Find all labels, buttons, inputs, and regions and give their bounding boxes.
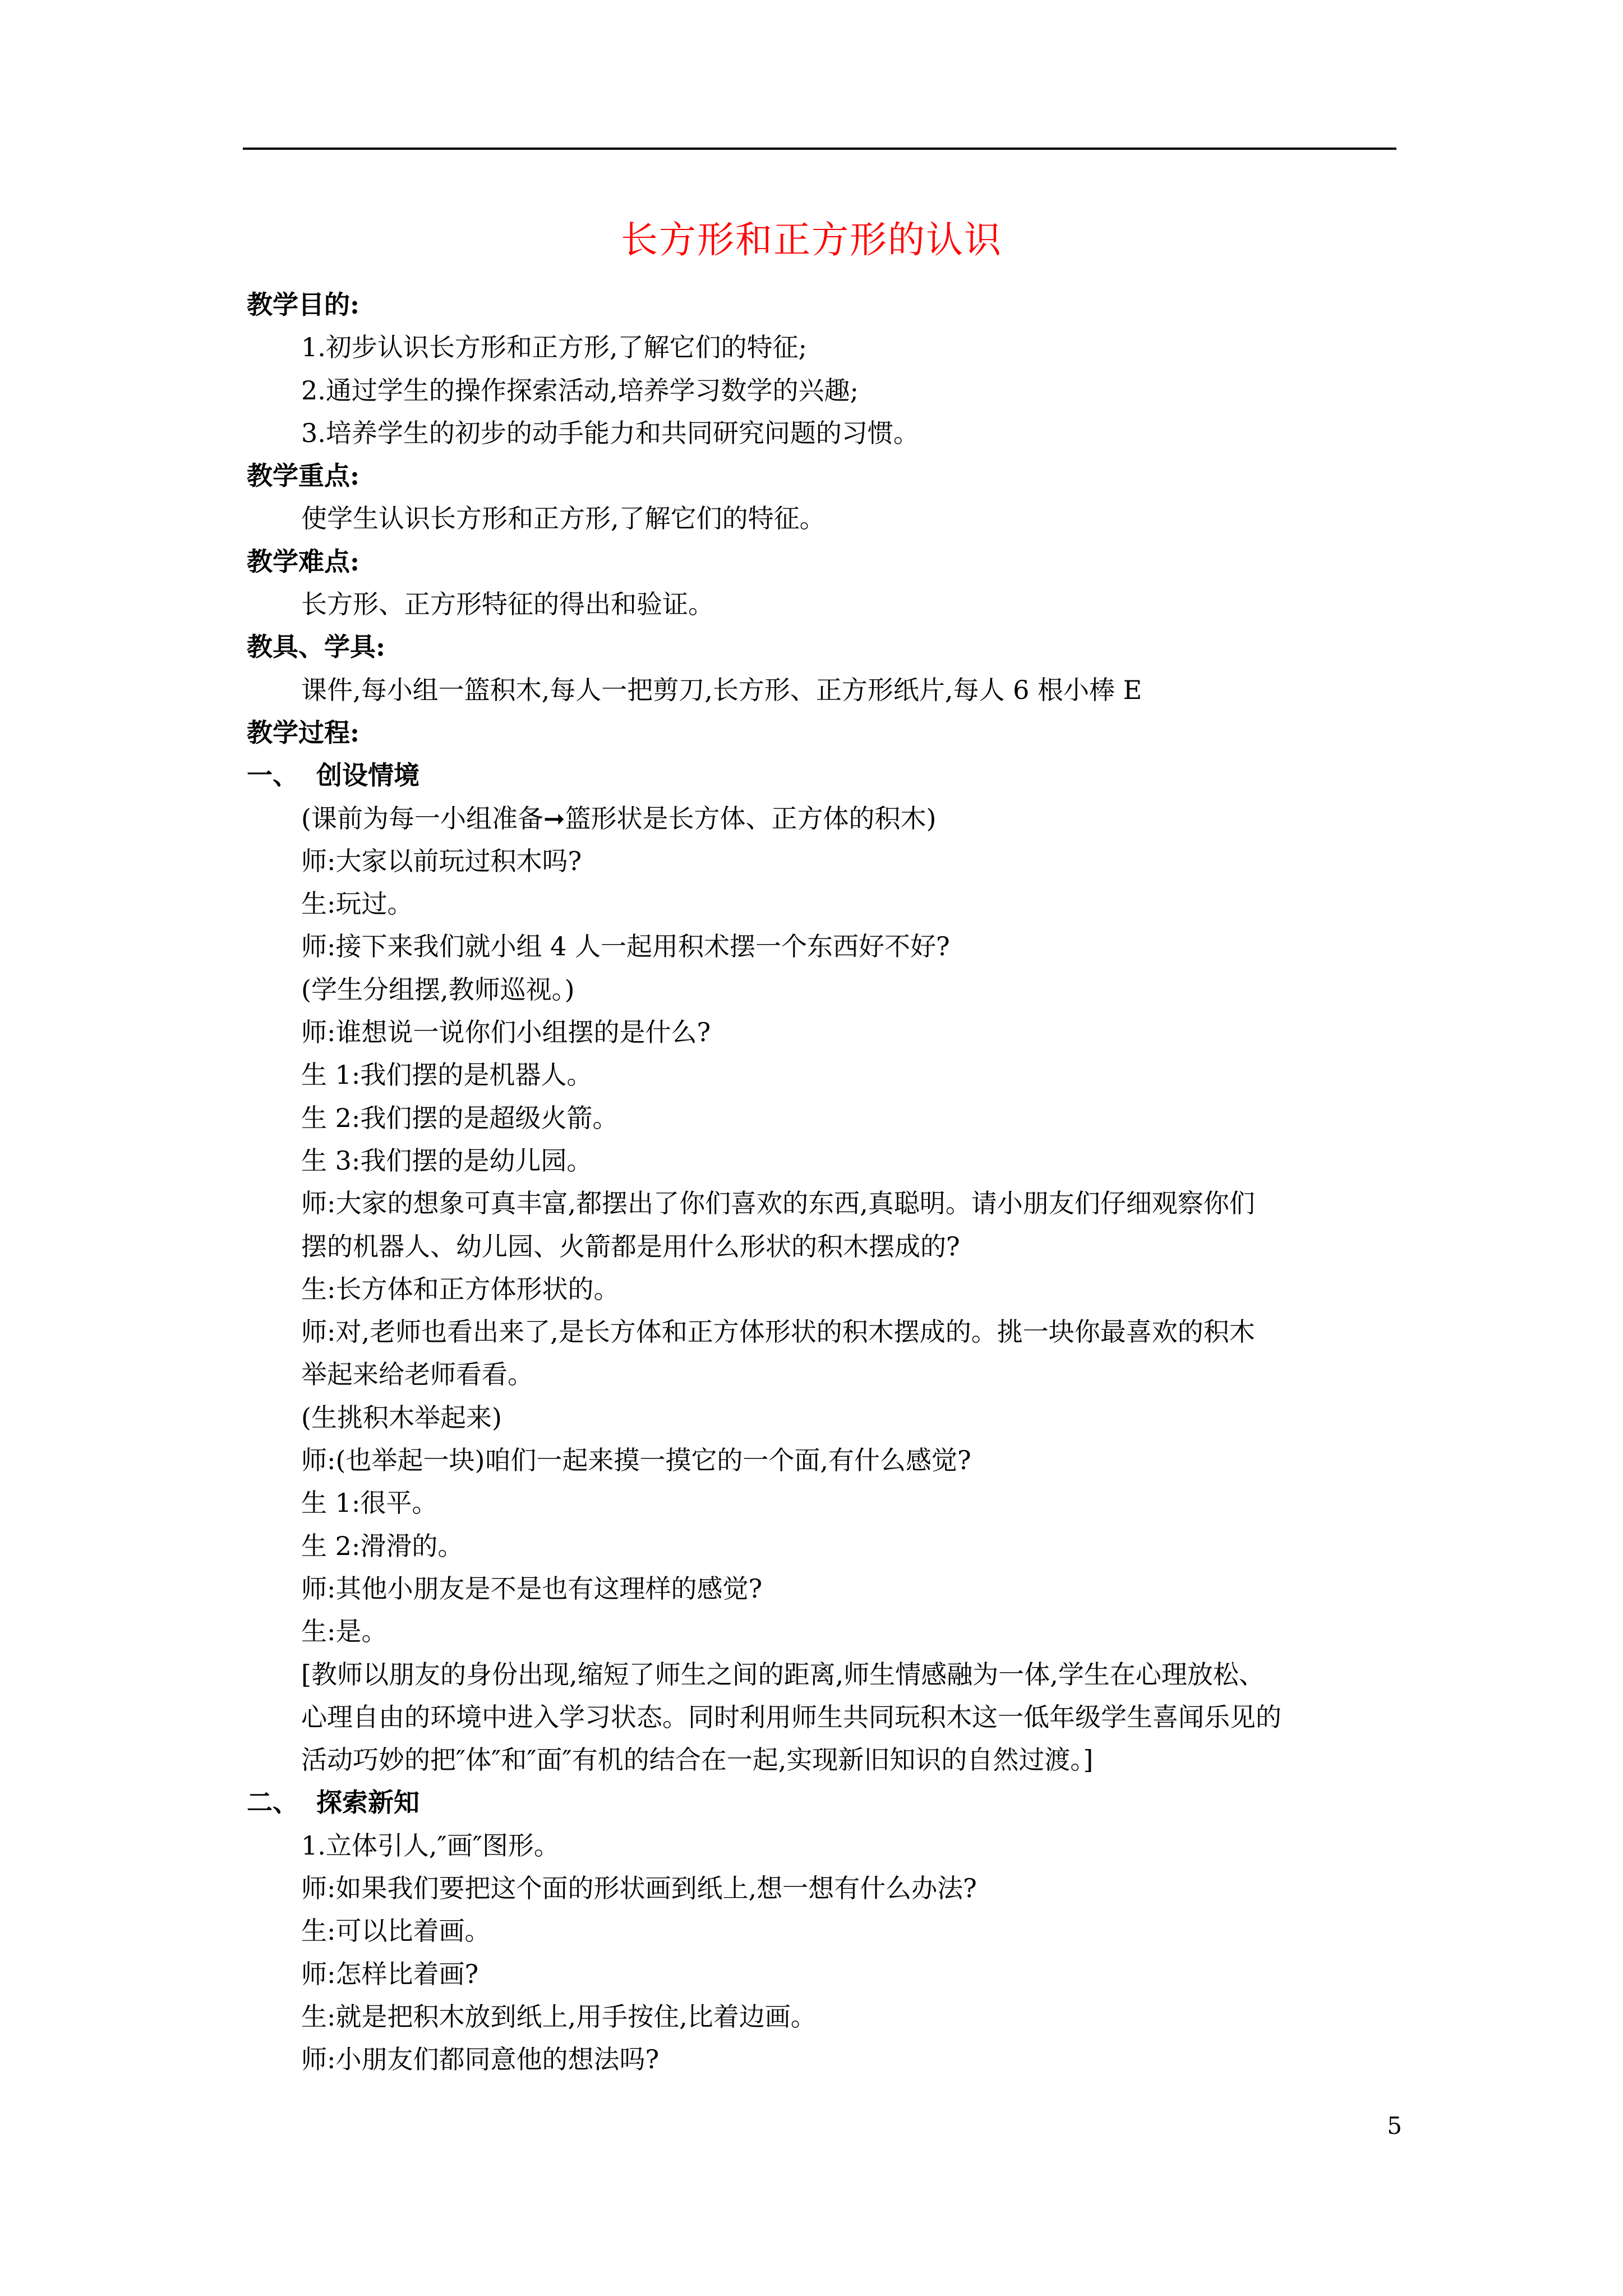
document-body: [247, 283, 1396, 2081]
body-line: 生:可以比着画。: [301, 1916, 491, 1947]
body-line: 生 1:很平。: [301, 1488, 438, 1519]
body-line: 1.初步认识长方形和正方形,了解它们的特征;: [301, 332, 808, 363]
body-line: 师:谁想说一说你们小组摆的是什么?: [301, 1017, 711, 1048]
body-line: 生:玩过。: [301, 889, 413, 919]
body-line: 教学重点:: [247, 461, 359, 491]
body-line: 生:是。: [301, 1616, 388, 1647]
body-line: 生:长方体和正方体形状的。: [301, 1273, 620, 1304]
body-line: (生挑积木举起来): [301, 1402, 502, 1433]
body-line: (学生分组摆,教师巡视。): [301, 974, 575, 1005]
body-line: [教师以朋友的身份出现,缩短了师生之间的距离,师生情感融为一体,学生在心理放松、: [301, 1659, 1265, 1690]
body-line: 二、 探索新知: [247, 1787, 420, 1818]
body-line: 举起来给老师看看。: [301, 1359, 533, 1390]
body-line: 摆的机器人、幼儿园、火箭都是用什么形状的积木摆成的?: [301, 1231, 960, 1262]
body-line: 生 2:滑滑的。: [301, 1530, 464, 1561]
body-line: 2.通过学生的操作探索活动,培养学习数学的兴趣;: [301, 375, 859, 406]
header-rule: [243, 148, 1396, 150]
body-line: 师:小朋友们都同意他的想法吗?: [301, 2044, 660, 2075]
body-line: 师:其他小朋友是不是也有这理样的感觉?: [301, 1573, 763, 1604]
body-line: 3.培养学生的初步的动手能力和共同研究问题的习惯。: [301, 417, 919, 448]
body-line: 师:大家的想象可真丰富,都摆出了你们喜欢的东西,真聪明。请小朋友们仔细观察你们: [301, 1188, 1255, 1219]
body-line: 师:大家以前玩过积木吗?: [301, 845, 582, 876]
body-line: 师:(也举起一块)咱们一起来摸一摸它的一个面,有什么感觉?: [301, 1445, 971, 1476]
body-line: 师:怎样比着画?: [301, 1958, 479, 1989]
body-line: 教学目的:: [247, 289, 359, 320]
document-title: 长方形和正方形的认识: [621, 218, 1002, 261]
body-line: 长方形、正方形特征的得出和验证。: [301, 589, 714, 620]
body-line: 一、 创设情境: [247, 760, 420, 791]
body-line: 使学生认识长方形和正方形,了解它们的特征。: [301, 503, 826, 534]
body-line: 生 3:我们摆的是幼儿园。: [301, 1145, 593, 1176]
page-number: 5: [1387, 2112, 1402, 2139]
body-line: 教具、学具:: [247, 632, 385, 662]
body-line: 课件,每小组一篮积木,每人一把剪刀,长方形、正方形纸片,每人 6 根小棒 E: [301, 674, 1142, 705]
body-line: (课前为每一小组准备➞篮形状是长方体、正方体的积木): [301, 803, 937, 834]
body-line: 1.立体引人,″画″图形。: [301, 1830, 560, 1861]
body-line: 活动巧妙的把″体″和″面″有机的结合在一起,实现新旧知识的自然过渡。]: [301, 1745, 1094, 1775]
body-line: 生:就是把积木放到纸上,用手按住,比着边画。: [301, 2001, 817, 2032]
body-line: 生 2:我们摆的是超级火箭。: [301, 1102, 619, 1133]
body-line: 心理自由的环境中进入学习状态。同时利用师生共同玩积木这一低年级学生喜闻乐见的: [301, 1701, 1281, 1732]
body-line: 师:对,老师也看出来了,是长方体和正方体形状的积木摆成的。挑一块你最喜欢的积木: [301, 1317, 1255, 1347]
body-line: 师:如果我们要把这个面的形状画到纸上,想一想有什么办法?: [301, 1872, 977, 1903]
body-line: 师:接下来我们就小组 4 人一起用积术摆一个东西好不好?: [301, 931, 950, 962]
body-line: 教学难点:: [247, 546, 359, 577]
body-line: 生 1:我们摆的是机器人。: [301, 1060, 593, 1091]
body-line: 教学过程:: [247, 717, 359, 748]
